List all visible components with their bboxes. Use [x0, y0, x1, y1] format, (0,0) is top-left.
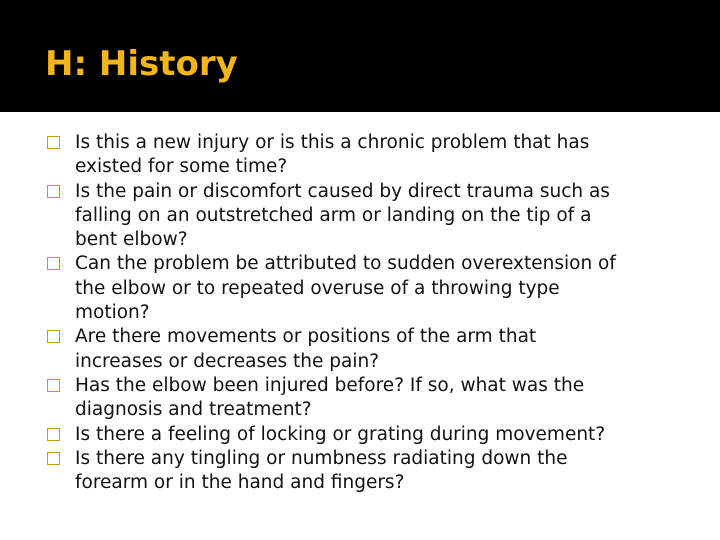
bullet-line: existed for some time? [75, 156, 288, 178]
bullet-line: Are there movements or positions of the arm that [75, 326, 537, 348]
bullet-item [45, 447, 690, 496]
bullet-item [45, 325, 690, 374]
bullet-item [45, 423, 690, 447]
bullet-line: Is this a new injury or is this a chronic problem that has [75, 132, 590, 153]
square-bullet-icon [47, 428, 60, 441]
bullet-line: increases or decreases the pain? [75, 350, 380, 372]
square-bullet-icon [47, 136, 60, 149]
square-bullet-icon [47, 379, 60, 392]
bullet-line: Can the problem be attributed to sudden overextension of [75, 253, 616, 275]
square-bullet-icon [47, 452, 60, 465]
bullet-line: the elbow or to repeated overuse of a throwing type [75, 277, 560, 299]
bullet-line: bent elbow? [75, 229, 188, 251]
bullet-item [45, 252, 690, 325]
bullet-list [45, 131, 690, 495]
bullet-line: Has the elbow been injured before? If so, what was the [75, 374, 585, 396]
bullet-line: Is there any tingling or numbness radiating down the [75, 447, 568, 469]
bullet-line: diagnosis and treatment? [75, 399, 312, 421]
square-bullet-icon [47, 185, 60, 198]
bullet-line: Is there a feeling of locking or grating during movement? [75, 423, 606, 445]
bullet-line: Is the pain or discomfort caused by direct trauma such as [75, 180, 610, 202]
square-bullet-icon [47, 257, 60, 270]
slide-title: H: History [45, 44, 238, 84]
bullet-item [45, 131, 690, 180]
bullet-item [45, 374, 690, 423]
bullet-line: motion? [75, 302, 150, 324]
bullet-line: forearm or in the hand and fingers? [75, 472, 405, 494]
bullet-item [45, 180, 690, 253]
square-bullet-icon [47, 330, 60, 343]
bullet-line: falling on an outstretched arm or landing on the tip of a [75, 204, 592, 226]
